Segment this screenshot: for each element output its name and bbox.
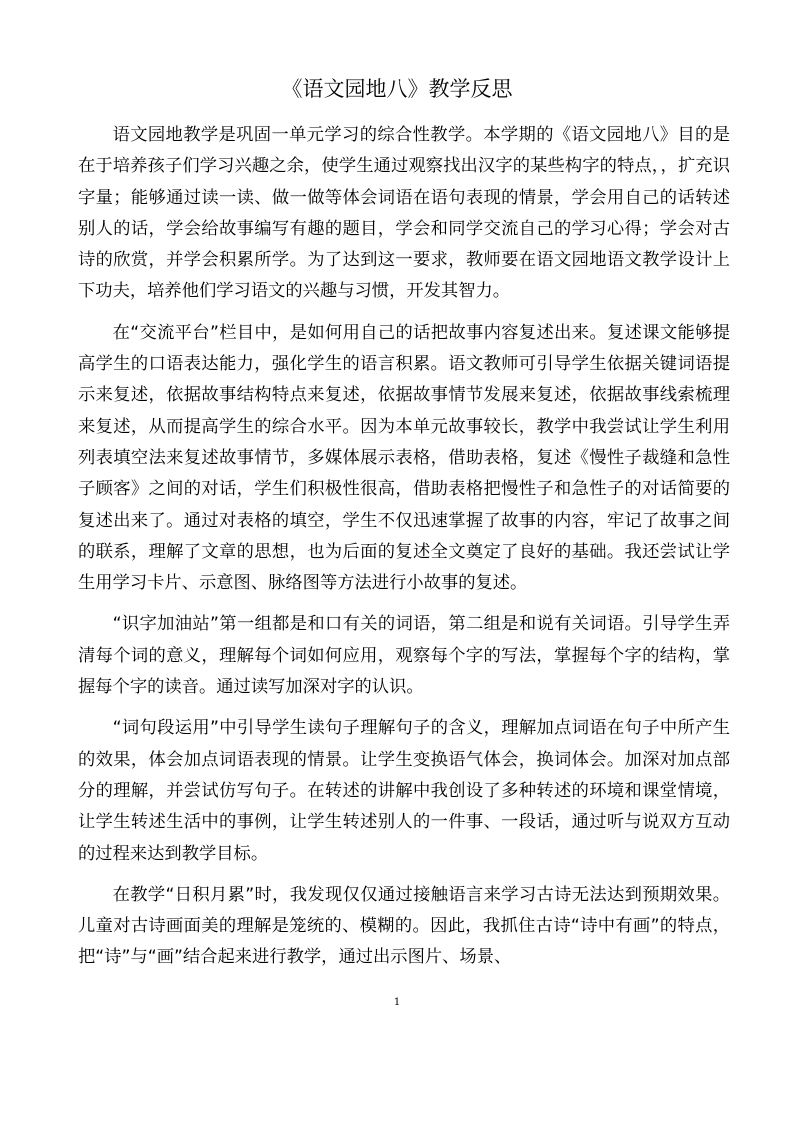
page-number: 1 bbox=[393, 997, 401, 1008]
paragraph-exchange-platform: 在“交流平台”栏目中，是如何用自己的话把故事内容复述出来。复述课文能够提高学生的口语表达能力，强化学生的语言积累。语文教师可引导学生依据关键词语提示来复述，依据故事结构特点来复述，依据故事情节发展来复述，依据故事线索梳理来复述，从而提高学生的综合水平。因为本单元故事较长，教学中我尝试让学生利用列表填空法来复述故事情节，多媒体展示表格，借助表格，复述《慢性子裁缝和急性子顾客》之间的对话，学生们积极性很高，借助表格把慢性子和急性子的对话简要的复述出来了。通过对表格的填空，学生不仅迅速掌握了故事的内容，牢记了故事之间的联系，理解了文章的思想，也为后面的复述全文奠定了良好的基础。我还尝试让学生用学习卡片、示意图、脉络图等方法进行小故事的复述。 bbox=[78, 322, 730, 594]
paragraph-daily-accumulation: 在教学“日积月累”时，我发现仅仅通过接触语言来学习古诗无法达到预期效果。儿童对古诗画面美的理解是笼统的、模糊的。因此，我抓住古诗“诗中有画”的特点，把“诗”与“画”结合起来进行教学，通过出示图片、场景、 bbox=[78, 884, 730, 968]
document-body bbox=[78, 120, 730, 974]
paragraph-intro: 语文园地教学是巩固一单元学习的综合性教学。本学期的《语文园地八》目的是在于培养孩子们学习兴趣之余，使学生通过观察找出汉字的某些构字的特点，，扩充识字量；能够通过读一读、做一做等体会词语在语句表现的情景，学会用自己的话转述别人的话，学会给故事编写有趣的题目，学会和同学交流自己的学习心得；学会对古诗的欣赏，并学会积累所学。为了达到这一要求，教师要在语文园地语文教学设计上下功夫，培养他们学习语文的兴趣与习惯，开发其智力。 bbox=[78, 125, 730, 302]
document-title: 《语文园地八》教学反思 bbox=[281, 77, 513, 101]
paragraph-literacy-station: “识字加油站”第一组都是和口有关的词语，第二组是和说有关词语。引导学生弄清每个词的意义，理解每个词如何应用，观察每个字的写法，掌握每个字的结构，掌握每个字的读音。通过读写加深对字的认识。 bbox=[78, 614, 730, 698]
paragraph-word-sentence-usage: “词句段运用”中引导学生读句子理解句子的含义，理解加点词语在句子中所产生的效果，体会加点词语表现的情景。让学生变换语气体会，换词体会。加深对加点部分的理解，并尝试仿写句子。在转述的讲解中我创设了多种转述的环境和课堂情境，让学生转述生活中的事例，让学生转述别人的一件事、一段话，通过听与说双方互动的过程来达到教学目标。 bbox=[78, 718, 730, 864]
